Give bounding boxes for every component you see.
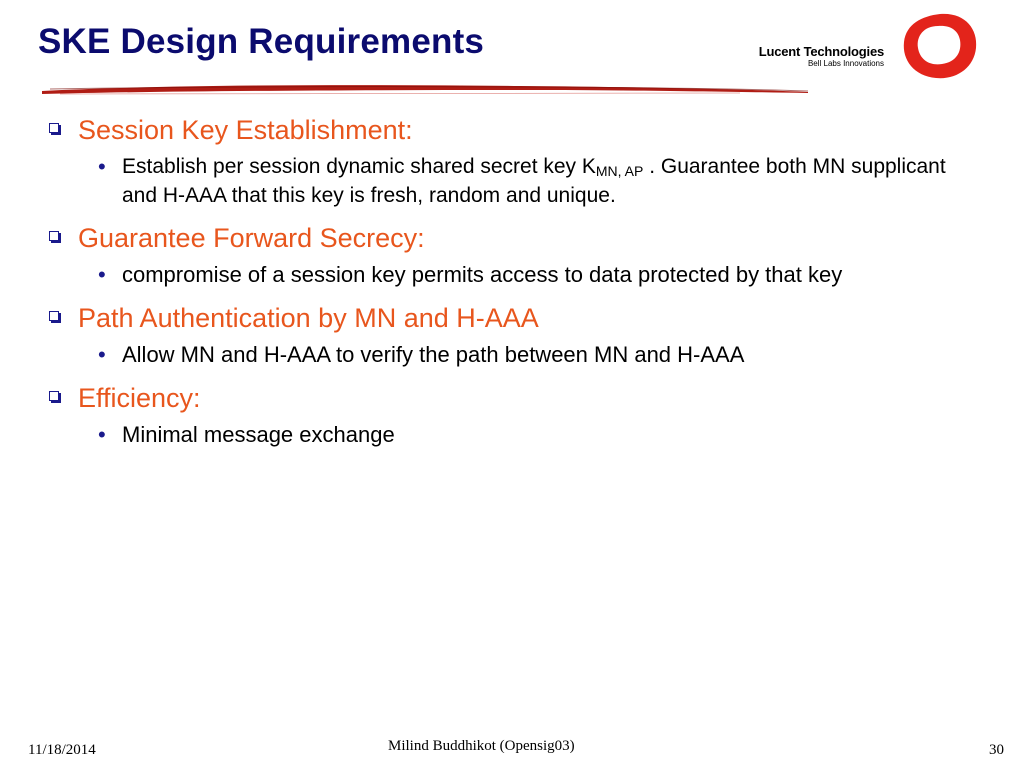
slide-title: SKE Design Requirements (38, 22, 485, 61)
bullet-item (40, 152, 980, 210)
bullet-text-before: Establish per session dynamic shared secret key K (122, 155, 596, 178)
dot-bullet-icon: • (98, 262, 106, 287)
square-bullet-icon (49, 123, 59, 133)
section-heading-text: Path Authentication by MN and H-AAA (78, 303, 539, 333)
bullet-text-after: . Guarantee both MN supplicant and H-AAA that this key is fresh, random and unique. (122, 155, 946, 207)
bullet-item (40, 260, 980, 290)
logo-company-name: Lucent Technologies (758, 44, 884, 59)
section-heading-text: Session Key Establishment: (78, 115, 413, 145)
bullet-text: Minimal message exchange (122, 422, 395, 447)
section-heading-text: Efficiency: (78, 383, 201, 413)
bullet-item (40, 340, 980, 370)
key-subscript: MN, AP (595, 163, 644, 179)
section-heading (40, 110, 980, 150)
footer-author: Milind Buddhikot (Opensig03) (388, 738, 575, 754)
section-heading (40, 218, 980, 258)
section-heading (40, 378, 980, 418)
lucent-innovation-ring-icon (898, 8, 982, 84)
footer-date: 11/18/2014 (28, 742, 96, 758)
square-bullet-icon (49, 391, 59, 401)
dot-bullet-icon: • (98, 342, 106, 367)
square-bullet-icon (49, 311, 59, 321)
dot-bullet-icon: • (98, 154, 106, 179)
bullet-text: Allow MN and H-AAA to verify the path between MN and H-AAA (122, 342, 745, 367)
section-heading (40, 298, 980, 338)
logo-tagline: Bell Labs Innovations (807, 59, 884, 68)
dot-bullet-icon: • (98, 422, 106, 447)
bullet-item (40, 420, 980, 450)
bullet-text: compromise of a session key permits access to data protected by that key (122, 262, 843, 287)
square-bullet-icon (49, 231, 59, 241)
slide-content (40, 110, 980, 458)
lucent-logo-text (759, 44, 884, 68)
title-underline-brush (40, 80, 810, 98)
footer-page-number: 30 (989, 742, 1004, 758)
section-heading-text: Guarantee Forward Secrecy: (78, 223, 425, 253)
